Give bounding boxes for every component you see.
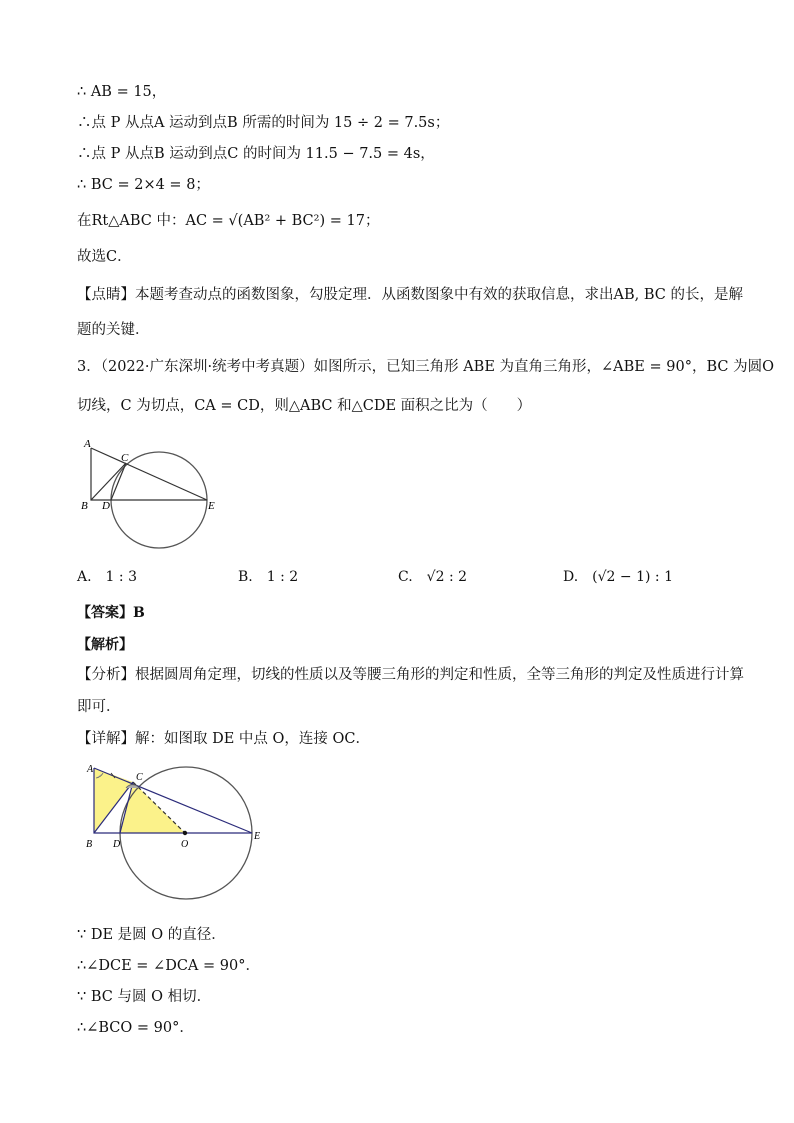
question-3-line-1: 3．（2022·广东深圳·统考中考真题）如图所示，已知三角形 ABE 为直角三角形，∠ABE = 90°，BC 为圆O	[77, 359, 774, 375]
detail-line-4: ∵ BC 与圆 O 相切．	[77, 989, 212, 1005]
analysis-label: 【解析】	[77, 637, 133, 653]
option-c: C. √2 : 2	[398, 569, 468, 585]
fig2-label-a: A	[87, 764, 94, 775]
answer-label: 【答案】B	[77, 605, 145, 621]
fig2-label-e: E	[254, 831, 261, 842]
fig1-label-c: C	[121, 452, 129, 464]
text-line-4: ∴ BC = 2×4 = 8；	[77, 177, 210, 193]
detail-line-3: ∴∠DCE = ∠DCA = 90°．	[77, 958, 260, 974]
text-line-7: 【点睛】本题考查动点的函数图象，勾股定理．从函数图象中有效的获取信息，求出AB, BC 的长，是解	[77, 287, 743, 303]
text-line-3: ∴点 P 从点B 运动到点C 的时间为 11.5 − 7.5 = 4s，	[77, 146, 435, 162]
text-line-2: ∴点 P 从点A 运动到点B 所需的时间为 15 ÷ 2 = 7.5s；	[77, 115, 450, 131]
text-line-5: 在Rt△ABC 中：AC = √(AB² + BC²) = 17；	[77, 213, 380, 229]
fig1-label-b: B	[81, 500, 88, 512]
text-line-1: ∴ AB = 15，	[77, 84, 167, 100]
option-b: B. 1 : 2	[238, 569, 299, 585]
fig2-label-c: C	[136, 772, 143, 783]
fig1-label-a: A	[84, 438, 91, 450]
fig2-label-d: D	[113, 839, 121, 850]
fig1-label-e: E	[208, 500, 215, 512]
analysis-line-1: 【分析】根据圆周角定理，切线的性质以及等腰三角形的判定和性质，全等三角形的判定及性质进行计算	[77, 667, 744, 683]
figure-2-solution-diagram	[84, 760, 269, 905]
fig1-label-d: D	[102, 500, 110, 512]
fig2-label-b: B	[86, 839, 93, 850]
option-d: D. (√2 − 1) : 1	[563, 569, 673, 585]
analysis-line-2: 即可．	[77, 699, 121, 715]
option-a: A. 1 : 3	[77, 569, 137, 585]
fig2-label-o: O	[181, 839, 189, 850]
question-3-line-2: 切线，C 为切点，CA = CD，则△ABC 和△CDE 面积之比为（ ）	[77, 398, 532, 414]
text-line-8: 题的关键．	[77, 322, 150, 338]
text-line-6: 故选C．	[77, 249, 132, 265]
detail-line-1: 【详解】解：如图取 DE 中点 O，连接 OC．	[77, 731, 371, 747]
detail-line-2: ∵ DE 是圆 O 的直径．	[77, 927, 226, 943]
figure-1-circle-triangle	[78, 432, 228, 557]
detail-line-5: ∴∠BCO = 90°．	[77, 1020, 194, 1036]
